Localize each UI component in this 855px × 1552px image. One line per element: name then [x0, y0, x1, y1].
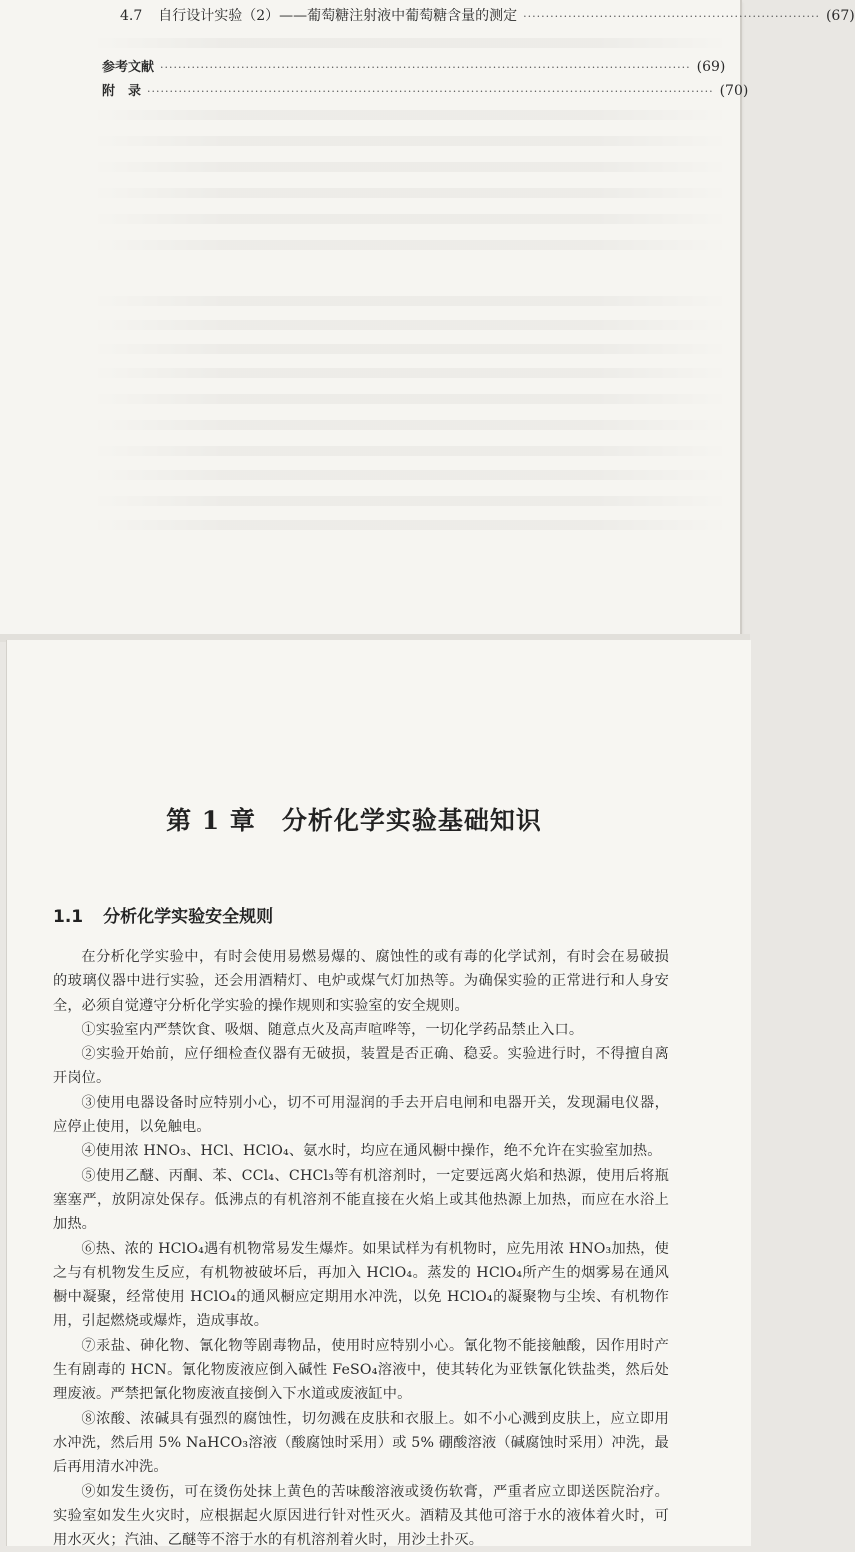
rule-item: ⑥热、浓的 HClO₄遇有机物常易发生爆炸。如果试样为有机物时，应先用浓 HNO₃加热，使之与有机物发生反应，有机物被破坏后，再加入 HClO₄。蒸发的 HClO₄所产生的烟雾易在通风橱中凝聚，经常使用 HClO₄的通风橱应定期用水冲洗，以免 HClO₄的凝聚物与尘埃、有机物作用，引起燃烧或爆炸，造成事故。: [53, 1240, 669, 1330]
toc-entry-page: (70): [719, 83, 749, 99]
show-through: [90, 214, 730, 224]
show-through: [90, 520, 730, 530]
toc-leader-dots: ··································································: [523, 10, 820, 23]
rule-item: ⑤使用乙醚、丙酮、苯、CCl₄、CHCl₃等有机溶剂时，一定要远离火焰和热源，使用后将瓶塞塞严，放阴凉处保存。低沸点的有机溶剂不能直接在火焰上或其他热源上加热，而应在水浴上加热。: [53, 1167, 669, 1233]
body-paragraph: 在分析化学实验中，有时会使用易燃易爆的、腐蚀性的或有毒的化学试剂，有时会在易破损的玻璃仪器中进行实验，还会用酒精灯、电炉或煤气灯加热等。为确保实验的正常进行和人身安全，必须自觉遵守分析化学实验的操作规则和实验室的安全规则。: [53, 949, 669, 1014]
show-through: [90, 394, 730, 404]
show-through: [90, 136, 730, 146]
show-through: [90, 38, 730, 48]
rule-item: ①实验室内严禁饮食、吸烟、随意点火及高声喧哗等，一切化学药品禁止入口。: [81, 1021, 584, 1038]
rule-item: ⑨如发生烫伤，可在烫伤处抹上黄色的苦味酸溶液或烫伤软膏，严重者应立即送医院治疗。实验室如发生火灾时，应根据起火原因进行针对性灭火。酒精及其他可溶于水的液体着火时，可用水灭火；汽油、乙醚等不溶于水的有机溶剂着火时，用沙土扑灭。: [53, 1483, 669, 1549]
show-through: [90, 296, 730, 306]
toc-entry[interactable]: [102, 82, 749, 101]
rule-item: ④使用浓 HNO₃、HCl、HClO₄、氨水时，均应在通风橱中操作，绝不允许在实验室加热。: [81, 1143, 662, 1160]
toc-entry-title: 参考文献: [102, 60, 155, 75]
section-body: [53, 945, 669, 1552]
rule-item: ⑦汞盐、砷化物、氰化物等剧毒物品，使用时应特别小心。氰化物不能接触酸，因作用时产生有剧毒的 HCN。氰化物废液应倒入碱性 FeSO₄溶液中，使其转化为亚铁氰化铁盐类，然后处理废液。严禁把氰化物废液直接倒入下水道或废液缸中。: [53, 1337, 669, 1403]
section-heading: [53, 902, 273, 927]
toc-entry-page: (69): [696, 59, 726, 75]
show-through: [90, 188, 730, 198]
show-through: [90, 162, 730, 172]
section-number: 1.1: [53, 907, 84, 927]
show-through: [90, 446, 730, 456]
chapter-heading: [7, 801, 701, 837]
show-through: [90, 320, 730, 330]
toc-leader-dots: ······················································································································: [160, 61, 691, 74]
chapter-title: 分析化学实验基础知识: [281, 806, 542, 835]
toc-page: [0, 0, 855, 634]
show-through: [90, 368, 730, 378]
show-through: [90, 496, 730, 506]
rule-item: ③使用电器设备时应特别小心，切不可用湿润的手去开启电闸和电器开关，发现漏电仪器，应停止使用，以免触电。: [53, 1094, 669, 1136]
rule-item: ②实验开始前，应仔细检查仪器有无破损，装置是否正确、稳妥。实验进行时，不得擅自离开岗位。: [53, 1046, 669, 1087]
toc-leader-dots: ······························································································································: [147, 85, 714, 98]
chapter-number: 第 1 章: [166, 806, 256, 835]
show-through: [90, 240, 730, 250]
show-through: [90, 420, 730, 430]
section-title: 分析化学实验安全规则: [103, 907, 274, 927]
chapter-page: [6, 640, 751, 1549]
toc-entry[interactable]: [120, 7, 855, 26]
show-through: [90, 470, 730, 480]
toc-entry-title: 附 录: [102, 84, 142, 99]
rule-item: ⑧浓酸、浓碱具有强烈的腐蚀性，切勿溅在皮肤和衣服上。如不小心溅到皮肤上，应立即用水冲洗，然后用 5% NaHCO₃溶液（酸腐蚀时采用）或 5% 硼酸溶液（碱腐蚀时采用）冲洗，最后再用清水冲洗。: [53, 1410, 669, 1476]
show-through: [90, 344, 730, 354]
toc-entry-title: 自行设计实验（2）——葡萄糖注射液中葡萄糖含量的测定: [158, 8, 518, 24]
toc-entry-page: (67): [825, 8, 855, 24]
toc-entry[interactable]: [102, 58, 726, 77]
toc-entry-number: 4.7: [120, 8, 143, 24]
show-through: [90, 110, 730, 120]
